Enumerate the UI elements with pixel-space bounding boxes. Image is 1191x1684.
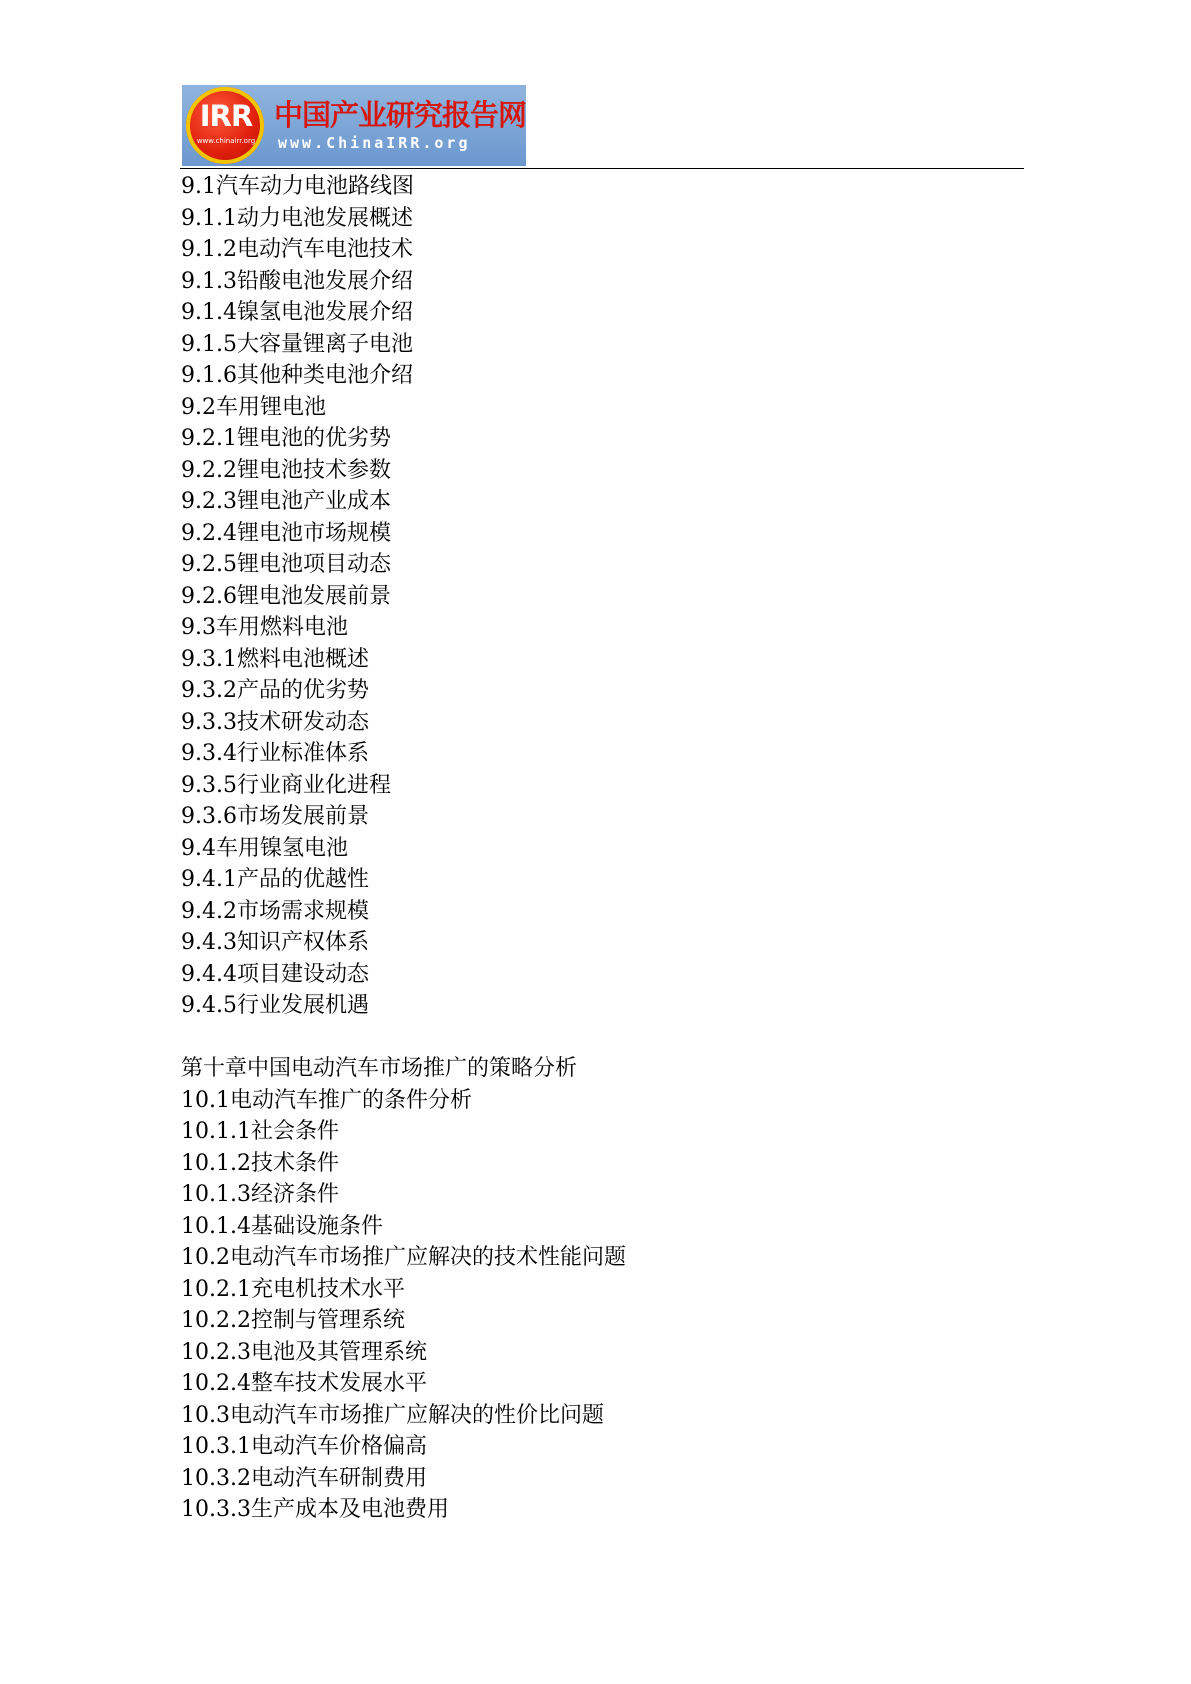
toc-entry: 9.3.3技术研发动态 <box>181 709 369 735</box>
toc-entry: 9.1汽车动力电池路线图 <box>181 174 414 199</box>
toc-entry: 9.2.5锂电池项目动态 <box>181 552 391 577</box>
toc-entry: 9.3.4行业标准体系 <box>181 741 369 766</box>
logo-badge-small-text: www.chinairr.org <box>196 137 256 145</box>
toc-entry: 9.3车用燃料电池 <box>181 615 348 640</box>
toc-entry: 9.4.2市场需求规模 <box>181 898 369 924</box>
logo-site-url: www.ChinaIRR.org <box>278 134 471 152</box>
toc-entry: 9.2.2锂电池技术参数 <box>181 457 391 483</box>
toc-entry: 9.2.3锂电池产业成本 <box>181 489 391 514</box>
toc-entry: 10.2.1充电机技术水平 <box>181 1276 405 1302</box>
toc-entry: 10.2.3电池及其管理系统 <box>181 1339 427 1365</box>
toc-entry: 10.3.3生产成本及电池费用 <box>181 1497 449 1522</box>
toc-entry: 10.1.2技术条件 <box>181 1150 339 1176</box>
toc-entry: 第十章中国电动汽车市场推广的策略分析 <box>181 1056 578 1081</box>
toc-entry: 10.1.3经济条件 <box>181 1182 339 1207</box>
toc-entry: 9.1.4镍氢电池发展介绍 <box>181 300 413 325</box>
toc-entry: 9.3.5行业商业化进程 <box>181 772 391 798</box>
toc-entry: 10.2电动汽车市场推广应解决的技术性能问题 <box>181 1245 626 1270</box>
toc-entry: 9.4车用镍氢电池 <box>181 835 348 861</box>
toc-entry: 9.4.5行业发展机遇 <box>181 993 369 1018</box>
toc-entry: 10.3.2电动汽车研制费用 <box>181 1465 427 1491</box>
toc-spacer <box>181 1022 626 1054</box>
toc-entry: 9.3.6市场发展前景 <box>181 804 369 829</box>
toc-entry: 10.3电动汽车市场推广应解决的性价比问题 <box>181 1402 604 1428</box>
toc-entry: 10.3.1电动汽车价格偏高 <box>181 1434 427 1459</box>
toc-entry: 9.2.1锂电池的优劣势 <box>181 426 391 451</box>
toc-entry: 10.1电动汽车推广的条件分析 <box>181 1087 472 1113</box>
toc-entry: 9.1.6其他种类电池介绍 <box>181 363 413 388</box>
site-logo <box>182 85 526 166</box>
toc-entry: 9.4.4项目建设动态 <box>181 961 369 987</box>
toc-entry: 9.2车用锂电池 <box>181 394 326 420</box>
toc-entry: 9.2.6锂电池发展前景 <box>181 583 391 609</box>
logo-badge-text: IRR <box>199 99 253 133</box>
toc-entry: 9.3.2产品的优劣势 <box>181 678 369 703</box>
toc-entry: 10.1.1社会条件 <box>181 1119 339 1144</box>
toc-entry: 10.1.4基础设施条件 <box>181 1213 383 1239</box>
toc-entry: 10.2.2控制与管理系统 <box>181 1308 405 1333</box>
toc-entry: 9.2.4锂电池市场规模 <box>181 520 391 546</box>
toc-entry: 9.3.1燃料电池概述 <box>181 646 369 672</box>
header-divider <box>180 168 1024 169</box>
logo-site-name: 中国产业研究报告网 <box>274 98 526 132</box>
toc-entry: 9.1.3铅酸电池发展介绍 <box>181 268 413 294</box>
toc-entry: 9.1.2电动汽车电池技术 <box>181 237 413 262</box>
toc-entry: 9.4.3知识产权体系 <box>181 930 369 955</box>
toc-entry: 9.1.5大容量锂离子电池 <box>181 331 413 357</box>
toc-entry: 9.4.1产品的优越性 <box>181 867 369 892</box>
toc-entry: 9.1.1动力电池发展概述 <box>181 205 413 231</box>
table-of-contents <box>181 171 626 1526</box>
toc-entry: 10.2.4整车技术发展水平 <box>181 1371 427 1396</box>
